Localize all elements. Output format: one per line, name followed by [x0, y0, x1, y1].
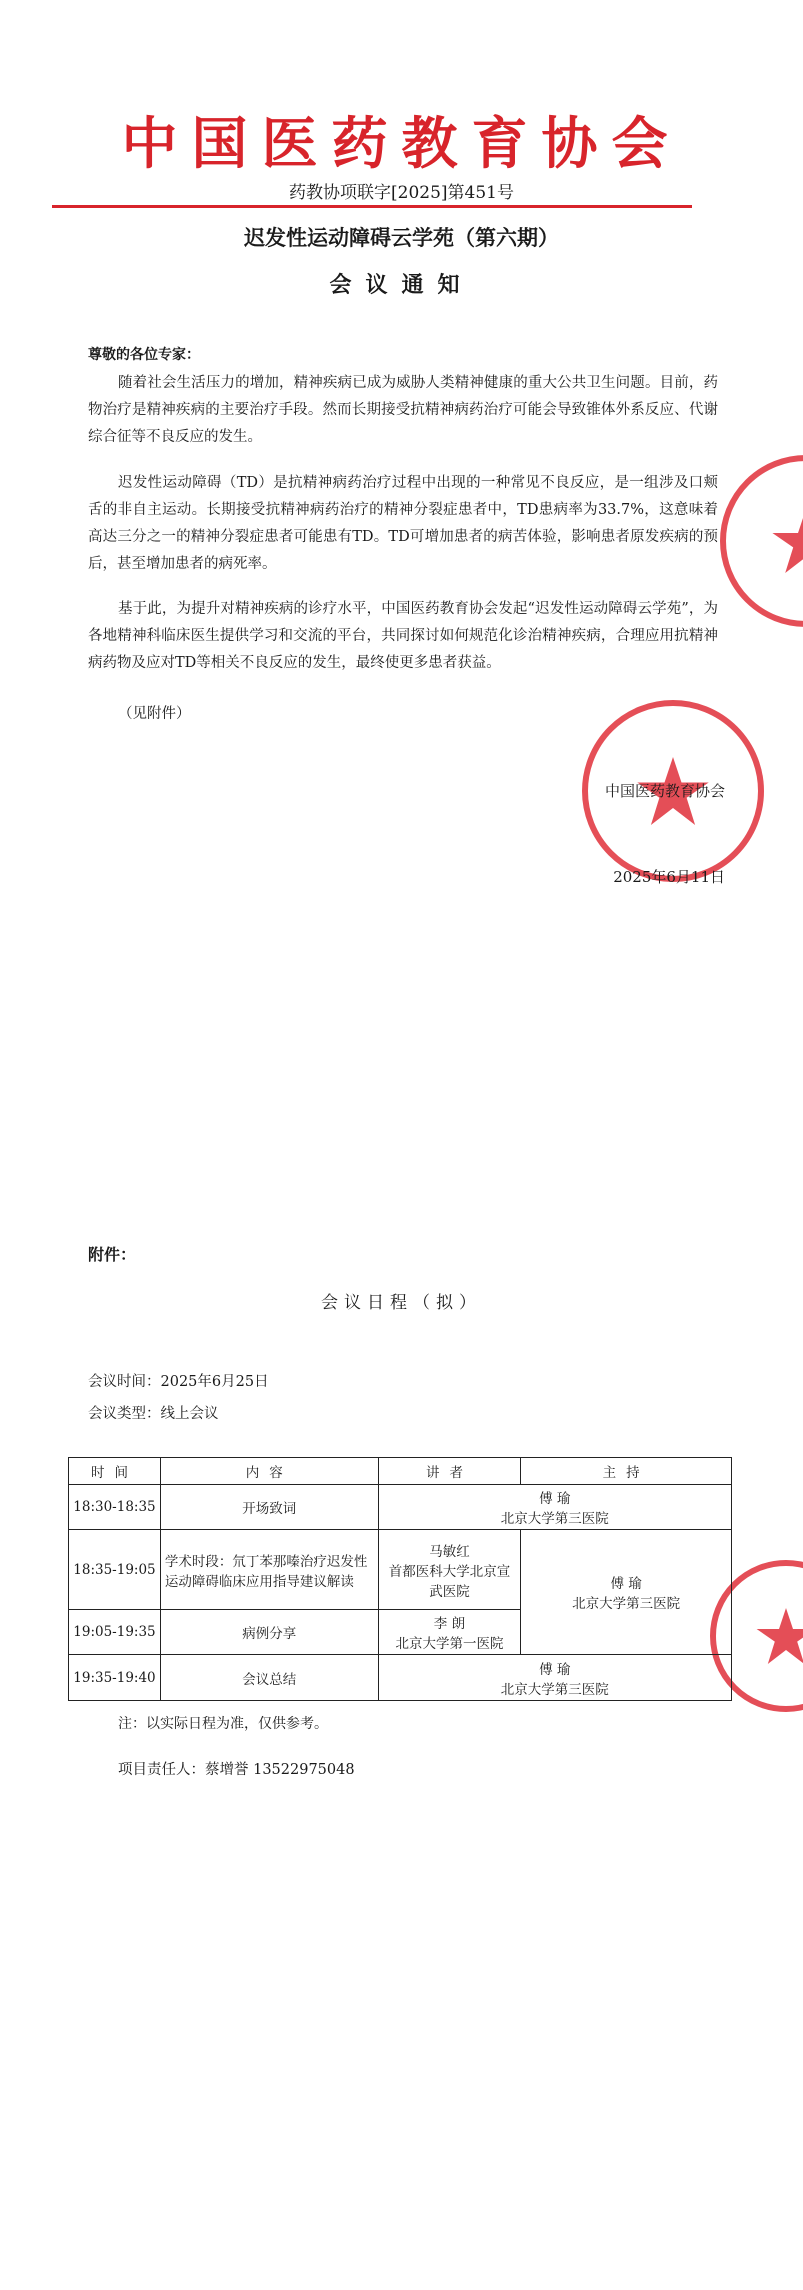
cell-content: 病例分享 — [160, 1610, 378, 1655]
cell-speaker: 李 朗 北京大学第一医院 — [378, 1610, 521, 1655]
attachment-reference: （见附件） — [118, 706, 191, 722]
header-divider — [52, 205, 692, 208]
schedule-table — [68, 1457, 732, 1701]
meeting-type: 会议类型：线上会议 — [88, 1406, 219, 1422]
person-in-charge: 项目责任人：蔡增誉 13522975048 — [118, 1762, 355, 1778]
table-row — [69, 1655, 732, 1701]
schedule-note: 注：以实际日程为准，仅供参考。 — [118, 1716, 328, 1732]
org-title: 中国医药教育协会 — [121, 112, 682, 177]
paragraph-3: 基于此，为提升对精神疾病的诊疗水平，中国医药教育协会发起“迟发性运动障碍云学苑”，为各地精神科临床医生提供学习和交流的平台，共同探讨如何规范化诊治精神疾病，合理应用抗精神病药物及应对TD等相关不良反应的发生，最终使更多患者获益。 — [88, 601, 718, 671]
seal-stamp-right — [720, 455, 803, 627]
cell-content: 会议总结 — [160, 1655, 378, 1701]
cell-speaker: 傅 瑜 北京大学第三医院 — [378, 1485, 731, 1530]
agenda-title: 会议日程（拟） — [321, 1293, 482, 1313]
cell-speaker: 傅 瑜 北京大学第三医院 — [378, 1655, 731, 1701]
notice-title: 会议通知 — [329, 272, 474, 298]
cell-time: 18:30-18:35 — [69, 1485, 161, 1530]
cell-content: 学术时段：氘丁苯那嗪治疗迟发性运动障碍临床应用指导建议解读 — [160, 1530, 378, 1610]
paragraph-2: 迟发性运动障碍（TD）是抗精神病药治疗过程中出现的一种常见不良反应，是一组涉及口颊舌的非自主运动。长期接受抗精神病药治疗的精神分裂症患者中，TD患病率为33.7%，这意味着高达三分之一的精神分裂症患者可能患有TD。TD可增加患者的病苦体验，影响患者原发疾病的预后，甚至增加患者的病死率。 — [88, 475, 718, 572]
header-chair: 主持 — [521, 1458, 732, 1485]
header-speaker: 讲者 — [378, 1458, 521, 1485]
cell-chair: 傅 瑜 北京大学第三医院 — [521, 1530, 732, 1655]
salutation: 尊敬的各位专家： — [88, 347, 200, 363]
signature: 中国医药教育协会 — [604, 782, 725, 800]
seal-star-icon — [726, 461, 803, 621]
cell-content: 开场致词 — [160, 1485, 378, 1530]
attachment-label: 附件： — [88, 1245, 137, 1264]
table-header-row — [69, 1458, 732, 1485]
date: 2025年6月11日 — [613, 868, 725, 886]
cell-time: 18:35-19:05 — [69, 1530, 161, 1610]
header-content: 内容 — [160, 1458, 378, 1485]
cell-time: 19:05-19:35 — [69, 1610, 161, 1655]
meeting-time: 会议时间：2025年6月25日 — [88, 1374, 269, 1390]
header-time: 时间 — [69, 1458, 161, 1485]
table-row — [69, 1485, 732, 1530]
meeting-title: 迟发性运动障碍云学苑（第六期） — [244, 225, 559, 250]
document-number: 药教协项联字[2025]第451号 — [289, 183, 514, 203]
paragraph-1: 随着社会生活压力的增加，精神疾病已成为威胁人类精神健康的重大公共卫生问题。目前，药物治疗是精神疾病的主要治疗手段。然而长期接受抗精神病药治疗可能会导致锥体外系反应、代谢综合征等不良反应的发生。 — [88, 375, 718, 445]
cell-speaker: 马敏红 首都医科大学北京宣武医院 — [378, 1530, 521, 1610]
table-row — [69, 1530, 732, 1610]
cell-time: 19:35-19:40 — [69, 1655, 161, 1701]
